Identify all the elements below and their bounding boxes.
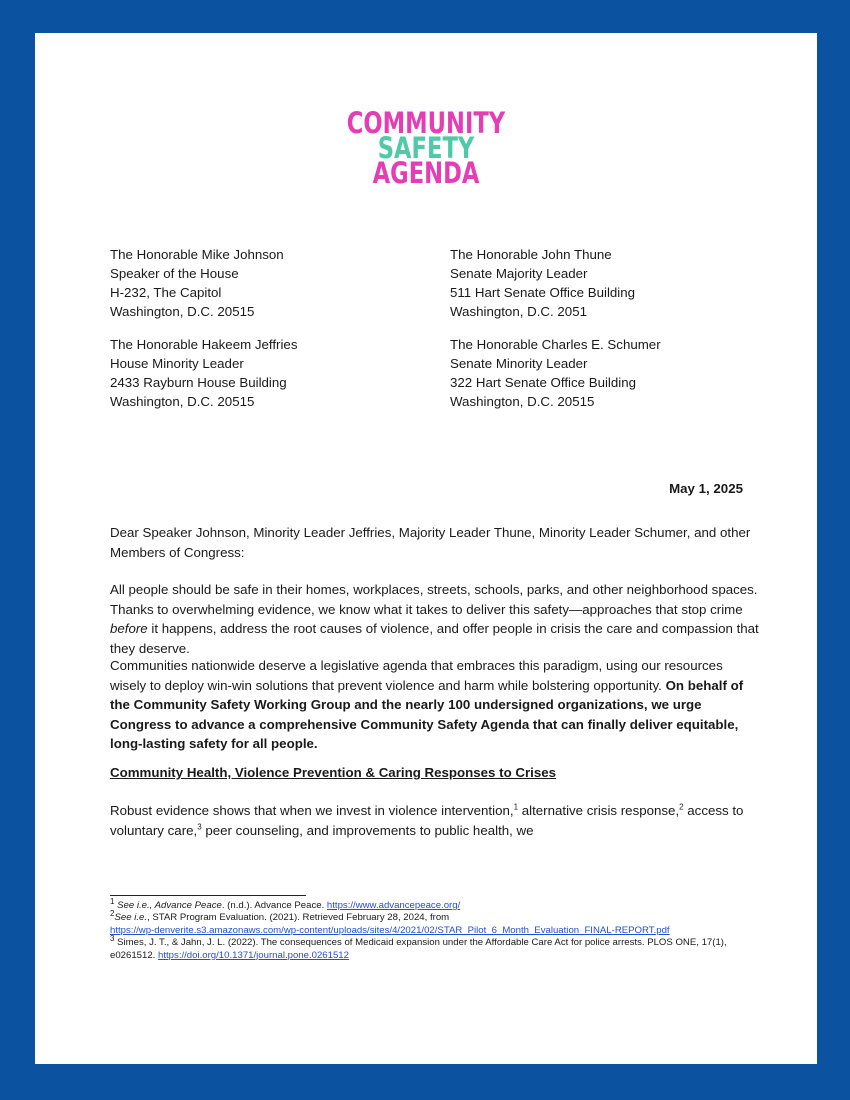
address-jeffries [110,335,297,411]
address-schumer [450,335,661,411]
recipient-office: 322 Hart Senate Office Building [450,375,637,390]
footnote-3: $^3$ Simes, J. T., & Jahn, J. L. (2022). The consequences of Medicaid expansion under the Affordable Care Act for police arrests. PLOS ONE, 17(1), e0261512. https://doi.org/10.1371/journal.pone.0261512 [110,934,727,961]
emphasis-before: before [110,621,148,636]
paragraph-1: All people should be safe in their homes, workplaces, streets, schools, parks, and other neighborhood spaces. Thanks to overwhelming evidence, we know what it takes to deliver this safety—approaches that stop crime before it happens, address the root causes of violence, and offer people in crisis the care and compassion that they deserve. [110,582,759,656]
recipient-title: House Minority Leader [110,356,244,371]
recipient-name: The Honorable Charles E. Schumer [450,337,661,352]
logo-line-safety: SAFETY [377,131,475,165]
footnote-2-link[interactable]: https://wp-denverite.s3.amazonaws.com/wp-content/uploads/sites/4/2021/02/STAR_Pilot_6_Month_Evaluation_FINAL-REPORT.pdf [110,924,670,936]
recipient-office: 511 Hart Senate Office Building [450,285,636,300]
section-heading: Community Health, Violence Prevention & Caring Responses to Crises [110,765,557,780]
footnote-2: $^2$See i.e., STAR Program Evaluation. (2021). Retrieved February 28, 2024, from https://wp-denverite.s3.amazonaws.com/wp-content/uploads/sites/4/2021/02/STAR_Pilot_6_Month_Evaluation_FINAL-REPORT.pdf [110,909,670,936]
footnote-ref-1[interactable]: 1 [513,802,519,812]
address-thune [450,245,635,321]
recipient-title: Senate Minority Leader [450,356,588,371]
recipient-city: Washington, D.C. 20515 [110,304,255,319]
salutation: Dear Speaker Johnson, Minority Leader Jeffries, Majority Leader Thune, Minority Leader Schumer, and other Members of Congress: [110,525,751,560]
footnote-ref-2[interactable]: 2 [679,802,684,812]
footnote-ref-3[interactable]: 3 [197,822,202,832]
recipient-office: H-232, The Capitol [110,285,222,300]
recipient-office: 2433 Rayburn House Building [110,375,287,390]
recipient-title: Speaker of the House [110,266,239,281]
community-safety-agenda-logo [121,106,731,190]
letter-page [35,33,817,1064]
recipient-name: The Honorable Hakeem Jeffries [110,337,298,352]
footnotes [110,896,770,962]
footnote-3-link[interactable]: https://doi.org/10.1371/journal.pone.0261512 [158,949,349,961]
paragraph-2: Communities nationwide deserve a legislative agenda that embraces this paradigm, using our resources wisely to deploy win-win solutions that prevent violence and harm while bolstering opportunity. On behalf of the Community Safety Working Group and the nearly 100 undersigned organizations, we urge Congress to advance a comprehensive Community Safety Agenda that can finally deliver equitable, long-lasting safety for all people. [110,658,744,751]
footnote-separator [110,895,306,896]
recipient-city: Washington, D.C. 20515 [110,394,255,409]
paragraph-3: Robust evidence shows that when we invest in violence intervention,$^1$ alternative crisis response,$^2$ access to voluntary care,$^3$ peer counseling, and improvements to public health, we [110,802,744,838]
recipient-name: The Honorable Mike Johnson [110,247,284,262]
recipient-city: Washington, D.C. 20515 [450,394,595,409]
address-johnson [110,245,284,321]
logo-line-agenda: AGENDA [372,156,480,190]
letter-date: May 1, 2025 [669,481,743,496]
footnote-1: $^1$ See i.e., Advance Peace. (n.d.). Advance Peace. https://www.advancepeace.org/ [110,896,461,911]
call-to-action: On behalf of the Community Safety Working Group and the nearly 100 undersigned organizations, we urge Congress to advance a comprehensive Community Safety Agenda that can finally deliver equitable, long-lasting safety for all people. [110,677,744,751]
logo-line-community: COMMUNITY [346,106,506,140]
footnote-1-link[interactable]: https://www.advancepeace.org/ [326,900,461,911]
recipient-title: Senate Majority Leader [450,266,588,281]
recipient-city: Washington, D.C. 2051 [450,304,587,319]
recipient-name: The Honorable John Thune [450,247,612,262]
